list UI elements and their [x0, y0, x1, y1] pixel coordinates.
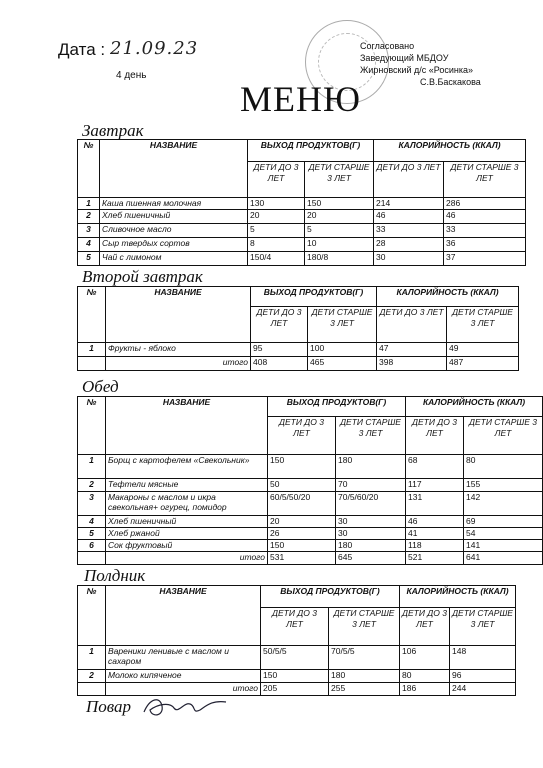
total-label: итого — [106, 357, 251, 371]
total-label: итого — [106, 552, 268, 565]
col-under3: ДЕТИ ДО 3 ЛЕТ — [377, 307, 447, 343]
row-cal-over3: 96 — [450, 670, 516, 683]
total-cal-under3: 521 — [406, 552, 464, 565]
total-yield-over3: 645 — [336, 552, 406, 565]
total-row — [78, 552, 543, 565]
row-num: 3 — [78, 492, 106, 516]
total-cal-over3: 487 — [447, 357, 519, 371]
row-yield-under3: 95 — [251, 343, 308, 357]
row-num: 1 — [78, 343, 106, 357]
table-row — [78, 670, 516, 683]
row-cal-over3: 286 — [444, 198, 526, 210]
row-yield-over3: 30 — [336, 528, 406, 540]
row-num: 5 — [78, 528, 106, 540]
row-yield-under3: 150/4 — [248, 252, 305, 266]
row-num: 3 — [78, 224, 100, 238]
row-yield-over3: 70/5/60/20 — [336, 492, 406, 516]
row-yield-under3: 20 — [248, 210, 305, 224]
table-row — [78, 252, 526, 266]
total-yield-over3: 465 — [308, 357, 377, 371]
row-cal-under3: 131 — [406, 492, 464, 516]
snack-table — [77, 585, 516, 696]
row-num: 2 — [78, 210, 100, 224]
col-under3: ДЕТИ ДО 3 ЛЕТ — [400, 608, 450, 646]
row-num: 4 — [78, 516, 106, 528]
row-yield-over3: 150 — [305, 198, 374, 210]
col-num: № — [78, 586, 106, 646]
row-cal-under3: 28 — [374, 238, 444, 252]
col-name: НАЗВАНИЕ — [106, 397, 268, 455]
col-under3: ДЕТИ ДО 3 ЛЕТ — [406, 417, 464, 455]
total-cal-over3: 641 — [464, 552, 543, 565]
row-yield-over3: 30 — [336, 516, 406, 528]
row-name: Хлеб ржаной — [106, 528, 268, 540]
approval-line: С.В.Баскакова — [420, 77, 481, 87]
row-name: Вареники ленивые с маслом и сахаром — [106, 646, 261, 670]
row-cal-under3: 30 — [374, 252, 444, 266]
col-yield: ВЫХОД ПРОДУКТОВ(Г) — [251, 287, 377, 307]
row-num: 2 — [78, 670, 106, 683]
total-cal-over3: 244 — [450, 683, 516, 696]
row-cal-over3: 142 — [464, 492, 543, 516]
col-cal: КАЛОРИЙНОСТЬ (ККАЛ) — [400, 586, 516, 608]
page-title: МЕНЮ — [240, 79, 361, 119]
row-name: Борщ с картофелем «Свекольник» — [106, 455, 268, 479]
row-cal-over3: 33 — [444, 224, 526, 238]
row-name: Тефтели мясные — [106, 479, 268, 492]
row-yield-under3: 50 — [268, 479, 336, 492]
total-yield-under3: 531 — [268, 552, 336, 565]
col-over3: ДЕТИ СТАРШЕ 3 ЛЕТ — [305, 162, 374, 198]
row-num: 4 — [78, 238, 100, 252]
table-row — [78, 224, 526, 238]
col-over3: ДЕТИ СТАРШЕ 3 ЛЕТ — [450, 608, 516, 646]
total-yield-under3: 408 — [251, 357, 308, 371]
table-row — [78, 492, 543, 516]
section-title: Обед — [82, 377, 119, 396]
row-name: Макароны с маслом и икра свекольная+ огурец, помидор — [106, 492, 268, 516]
second-breakfast-table — [77, 286, 519, 371]
total-cal-under3: 186 — [400, 683, 450, 696]
row-yield-over3: 180 — [336, 540, 406, 552]
row-yield-over3: 180 — [329, 670, 400, 683]
col-yield: ВЫХОД ПРОДУКТОВ(Г) — [268, 397, 406, 417]
row-yield-under3: 130 — [248, 198, 305, 210]
row-cal-over3: 148 — [450, 646, 516, 670]
date-label: Дата : — [58, 40, 106, 59]
row-cal-over3: 37 — [444, 252, 526, 266]
row-num: 2 — [78, 479, 106, 492]
row-num: 6 — [78, 540, 106, 552]
col-over3: ДЕТИ СТАРШЕ 3 ЛЕТ — [336, 417, 406, 455]
col-num: № — [78, 140, 100, 198]
row-cal-under3: 46 — [406, 516, 464, 528]
row-yield-under3: 60/5/50/20 — [268, 492, 336, 516]
table-row — [78, 198, 526, 210]
row-name: Молоко кипяченое — [106, 670, 261, 683]
row-cal-under3: 33 — [374, 224, 444, 238]
approval-line: Согласовано — [360, 41, 415, 51]
table-row — [78, 343, 519, 357]
col-name: НАЗВАНИЕ — [106, 287, 251, 343]
approval-line: Заведующий МБДОУ — [360, 53, 449, 63]
row-num: 1 — [78, 455, 106, 479]
row-name: Хлеб пшеничный — [106, 516, 268, 528]
row-yield-over3: 20 — [305, 210, 374, 224]
day-label: 4 день — [116, 70, 147, 81]
total-label: итого — [106, 683, 261, 696]
table-row — [78, 646, 516, 670]
col-num: № — [78, 397, 106, 455]
section-title: Завтрак — [82, 121, 144, 140]
total-cal-under3: 398 — [377, 357, 447, 371]
date-value: 21.09.23 — [110, 38, 199, 59]
table-row — [78, 516, 543, 528]
row-num: 1 — [78, 198, 100, 210]
col-under3: ДЕТИ ДО 3 ЛЕТ — [268, 417, 336, 455]
row-yield-under3: 150 — [268, 540, 336, 552]
col-yield: ВЫХОД ПРОДУКТОВ(Г) — [261, 586, 400, 608]
col-under3: ДЕТИ ДО 3 ЛЕТ — [248, 162, 305, 198]
row-cal-under3: 118 — [406, 540, 464, 552]
cook-label: Повар — [86, 697, 132, 716]
row-cal-under3: 68 — [406, 455, 464, 479]
row-yield-under3: 50/5/5 — [261, 646, 329, 670]
signature — [140, 690, 230, 722]
col-under3: ДЕТИ ДО 3 ЛЕТ — [251, 307, 308, 343]
row-name: Сок фруктовый — [106, 540, 268, 552]
row-yield-under3: 150 — [261, 670, 329, 683]
col-over3: ДЕТИ СТАРШЕ 3 ЛЕТ — [464, 417, 543, 455]
col-cal: КАЛОРИЙНОСТЬ (ККАЛ) — [406, 397, 543, 417]
col-over3: ДЕТИ СТАРШЕ 3 ЛЕТ — [329, 608, 400, 646]
row-name: Фрукты - яблоко — [106, 343, 251, 357]
col-under3: ДЕТИ ДО 3 ЛЕТ — [374, 162, 444, 198]
row-cal-under3: 46 — [374, 210, 444, 224]
row-yield-over3: 180 — [336, 455, 406, 479]
row-cal-over3: 69 — [464, 516, 543, 528]
total-row — [78, 357, 519, 371]
col-yield: ВЫХОД ПРОДУКТОВ(Г) — [248, 140, 374, 162]
row-yield-under3: 26 — [268, 528, 336, 540]
row-cal-over3: 141 — [464, 540, 543, 552]
table-row — [78, 455, 543, 479]
row-num: 1 — [78, 646, 106, 670]
row-cal-over3: 36 — [444, 238, 526, 252]
breakfast-table — [77, 139, 526, 266]
row-num: 5 — [78, 252, 100, 266]
row-name: Хлеб пшеничный — [100, 210, 248, 224]
row-yield-over3: 10 — [305, 238, 374, 252]
col-over3: ДЕТИ СТАРШЕ 3 ЛЕТ — [444, 162, 526, 198]
section-title: Второй завтрак — [82, 267, 203, 286]
row-yield-under3: 8 — [248, 238, 305, 252]
approval-block — [360, 40, 481, 88]
row-cal-over3: 54 — [464, 528, 543, 540]
approval-line: Жирновский д/с «Росинка» — [360, 65, 474, 75]
row-yield-under3: 5 — [248, 224, 305, 238]
row-cal-under3: 80 — [400, 670, 450, 683]
col-num: № — [78, 287, 106, 343]
table-row — [78, 528, 543, 540]
row-cal-over3: 46 — [444, 210, 526, 224]
row-cal-under3: 117 — [406, 479, 464, 492]
lunch-table — [77, 396, 543, 565]
row-cal-over3: 49 — [447, 343, 519, 357]
col-name: НАЗВАНИЕ — [106, 586, 261, 646]
col-cal: КАЛОРИЙНОСТЬ (ККАЛ) — [377, 287, 519, 307]
table-row — [78, 238, 526, 252]
row-cal-under3: 47 — [377, 343, 447, 357]
row-name: Сыр твердых сортов — [100, 238, 248, 252]
table-row — [78, 479, 543, 492]
row-cal-over3: 155 — [464, 479, 543, 492]
row-name: Сливочное масло — [100, 224, 248, 238]
col-cal: КАЛОРИЙНОСТЬ (ККАЛ) — [374, 140, 526, 162]
row-cal-under3: 41 — [406, 528, 464, 540]
total-yield-under3: 205 — [261, 683, 329, 696]
row-yield-over3: 70 — [336, 479, 406, 492]
row-yield-over3: 5 — [305, 224, 374, 238]
table-row — [78, 540, 543, 552]
section-title: Полдник — [84, 566, 146, 585]
total-yield-over3: 255 — [329, 683, 400, 696]
row-yield-over3: 100 — [308, 343, 377, 357]
row-cal-over3: 80 — [464, 455, 543, 479]
table-row — [78, 210, 526, 224]
row-yield-under3: 150 — [268, 455, 336, 479]
col-name: НАЗВАНИЕ — [100, 140, 248, 198]
row-yield-over3: 180/8 — [305, 252, 374, 266]
col-under3: ДЕТИ ДО 3 ЛЕТ — [261, 608, 329, 646]
col-over3: ДЕТИ СТАРШЕ 3 ЛЕТ — [308, 307, 377, 343]
row-name: Каша пшенная молочная — [100, 198, 248, 210]
row-cal-under3: 106 — [400, 646, 450, 670]
row-yield-under3: 20 — [268, 516, 336, 528]
row-yield-over3: 70/5/5 — [329, 646, 400, 670]
row-name: Чай с лимоном — [100, 252, 248, 266]
col-over3: ДЕТИ СТАРШЕ 3 ЛЕТ — [447, 307, 519, 343]
row-cal-under3: 214 — [374, 198, 444, 210]
